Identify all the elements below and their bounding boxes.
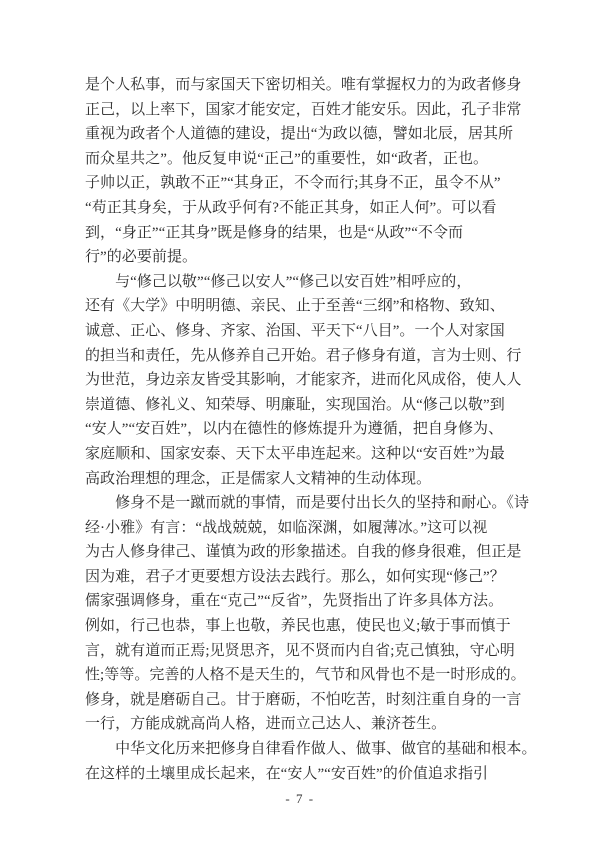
text-line: 因为难，君子才更要想方设法去践行。那么，如何实现“修己”？ xyxy=(85,568,505,585)
text-line: 诚意、正心、修身、齐家、治国、平天下“八目”。一个人对家国 xyxy=(85,322,505,339)
text-line: 为古人修身律己、谨慎为政的形象描述。自我的修身很难，但正是 xyxy=(85,544,522,561)
text-line: 修身，就是磨砺自己。甘于磨砺，不怕吃苦，时刻注重自身的一言 xyxy=(85,691,522,708)
text-line: 性;等等。完善的人格不是天生的，气节和风骨也不是一时形成的。 xyxy=(85,667,526,684)
text-line: 重视为政者个人道德的建设，提出“为政以德，譬如北辰，居其所 xyxy=(85,126,514,143)
text-line: 正己，以上率下，国家才能安定，百姓才能安乐。因此，孔子非常 xyxy=(85,101,522,118)
text-line: 而众星共之”。他反复申说“正己”的重要性，如“政者，正也。 xyxy=(85,150,489,167)
text-line: 高政治理想的理念，正是儒家人文精神的生动体现。 xyxy=(85,470,432,487)
text-line: “安人”“安百姓”，以内在德性的修炼提升为遵循，把自身修为、 xyxy=(85,421,504,438)
text-line: 言，就有道而正焉;见贤思齐，见不贤而内自省;克己慎独，守心明 xyxy=(85,642,515,659)
page-number: - 7 - xyxy=(285,791,315,806)
text-block xyxy=(85,73,537,786)
text-line: 为世范，身边亲友皆受其影响，才能家齐，进而化风成俗，使人人 xyxy=(85,372,522,389)
text-line: 的担当和责任，先从修养自己开始。君子修身有道，言为士则、行 xyxy=(85,347,522,364)
text-line: 行”的必要前提。 xyxy=(85,249,198,266)
text-line: 子帅以正，孰敢不正”“其身正，不令而行;其身不正，虽令不从” xyxy=(85,175,501,192)
text-line: 中华文化历来把修身自律看作做人、做事、做官的基础和根本。 xyxy=(85,741,537,758)
text-line: 在这样的土壤里成长起来，在“安人”“安百姓”的价值追求指引 xyxy=(85,765,489,782)
text-line: 崇道德、修礼义、知荣辱、明廉耻，实现国治。从“修己以敬”到 xyxy=(85,396,505,413)
text-line: 经·小雅》有言：“战战兢兢，如临深渊，如履薄冰。”这可以视 xyxy=(85,519,488,536)
text-line: “苟正其身矣，于从政乎何有?不能正其身，如正人何”。可以看 xyxy=(85,199,497,216)
paragraph-4 xyxy=(85,737,537,786)
paragraph-1 xyxy=(85,73,530,270)
text-line: 家庭顺和、国家安泰、天下太平串连起来。这种以“安百姓”为最 xyxy=(85,445,505,462)
paragraph-2 xyxy=(85,270,530,491)
paragraph-3 xyxy=(85,491,530,737)
text-line: 儒家强调修身，重在“克己”“反省”，先贤指出了许多具体方法。 xyxy=(85,593,504,610)
text-line: 例如，行己也恭，事上也敬，养民也惠，使民也义;敏于事而慎于 xyxy=(85,618,511,635)
text-line: 修身不是一蹴而就的事情，而是要付出长久的坚持和耐心。《诗 xyxy=(85,495,530,512)
text-line: 是个人私事，而与家国天下密切相关。唯有掌握权力的为政者修身 xyxy=(85,77,522,93)
text-line: 与“修己以敬”“修己以安人”“修己以安百姓”相呼应的， xyxy=(85,273,472,290)
text-line: 还有《大学》中明明德、亲民、止于至善“三纲”和格物、致知、 xyxy=(85,298,505,315)
text-line: 一行，方能成就高尚人格，进而立己达人、兼济苍生。 xyxy=(85,716,447,733)
text-line: 到，“身正”“正其身”既是修身的结果，也是“从政”“不令而 xyxy=(85,224,464,241)
